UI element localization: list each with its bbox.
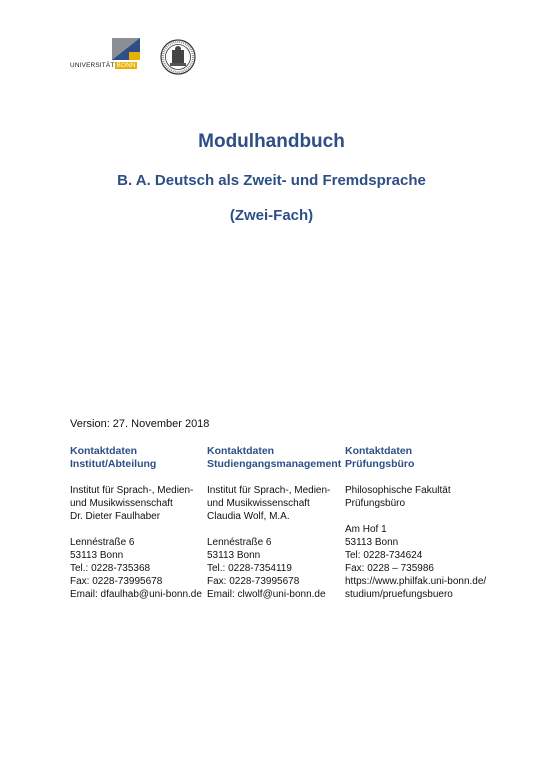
document-subtitle: B. A. Deutsch als Zweit- und Fremdsprache <box>117 172 426 189</box>
contact-phone: Tel.: 0228-735368 <box>70 563 151 574</box>
document-title: Modulhandbuch <box>198 131 345 152</box>
contact-fax: Fax: 0228-73995678 <box>70 576 163 587</box>
logo-bars-icon <box>112 38 140 60</box>
contact-city: 53113 Bonn <box>345 537 399 548</box>
contact-organization <box>207 484 343 523</box>
column-subheading: Studiengangsmanagement <box>207 458 342 470</box>
contact-column-institute <box>70 445 205 601</box>
contact-fax: Fax: 0228 – 735986 <box>345 563 434 574</box>
document-subtitle-variant: (Zwei-Fach) <box>229 207 314 224</box>
university-logo <box>70 38 142 72</box>
faculty-seal-icon <box>160 39 196 75</box>
contact-line: Philosophische Fakultät <box>345 485 451 496</box>
contact-fax: Fax: 0228-73995678 <box>207 576 300 587</box>
contact-city: 53113 Bonn <box>70 550 124 561</box>
contact-website-link[interactable]: https://www.philfak.uni-bonn.de/ <box>345 576 487 587</box>
contact-column-examination-office <box>345 445 495 601</box>
contact-street: Lennéstraße 6 <box>70 537 135 548</box>
contact-column-program-management <box>207 445 343 601</box>
contact-street: Am Hof 1 <box>345 524 387 535</box>
contact-line: Institut für Sprach-, Medien- <box>70 485 194 496</box>
contact-line: Prüfungsbüro <box>345 498 406 509</box>
column-subheading: Institut/Abteilung <box>70 458 157 470</box>
contact-email-link[interactable]: Email: dfaulhab@uni-bonn.de <box>70 589 202 600</box>
contact-person: Dr. Dieter Faulhaber <box>70 511 161 522</box>
contact-phone: Tel.: 0228-7354119 <box>207 563 292 574</box>
column-heading: Kontaktdaten <box>207 445 275 457</box>
version-date: Version: 27. November 2018 <box>70 418 210 430</box>
contact-line: und Musikwissenschaft <box>70 498 173 509</box>
contact-email-link[interactable]: Email: clwolf@uni-bonn.de <box>207 589 326 600</box>
contact-person: Claudia Wolf, M.A. <box>207 511 290 522</box>
column-heading: Kontaktdaten <box>345 445 413 457</box>
contact-phone: Tel: 0228-734624 <box>345 550 423 561</box>
contact-address <box>70 536 205 601</box>
contact-line: Institut für Sprach-, Medien- <box>207 485 331 496</box>
logo-wordmark <box>70 62 142 70</box>
contact-organization <box>70 484 205 523</box>
logo-word-universitaet: UNIVERSITÄT <box>70 62 115 69</box>
contact-address <box>207 536 343 601</box>
column-heading: Kontaktdaten <box>70 445 138 457</box>
title-block <box>0 130 543 226</box>
column-subheading: Prüfungsbüro <box>345 458 415 470</box>
contact-city: 53113 Bonn <box>207 550 261 561</box>
contact-address <box>345 523 495 601</box>
logo-word-bonn: BONN <box>116 62 136 69</box>
contact-street: Lennéstraße 6 <box>207 537 272 548</box>
contact-organization <box>345 484 495 510</box>
contact-line: und Musikwissenschaft <box>207 498 310 509</box>
contact-website-link-cont[interactable]: studium/pruefungsbuero <box>345 589 453 600</box>
